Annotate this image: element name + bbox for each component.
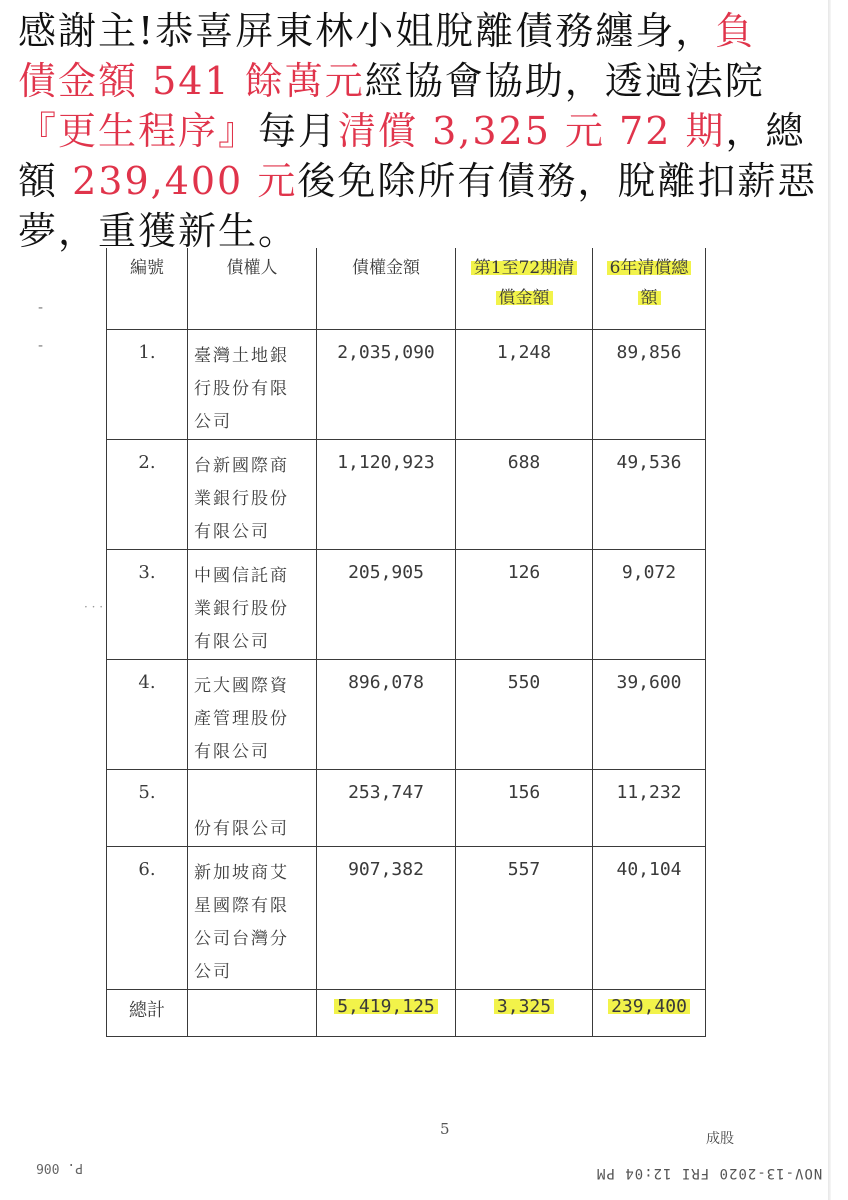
row-no: 4. [107, 660, 188, 770]
total-per-period-value: 3,325 [494, 996, 554, 1017]
table-row [107, 440, 706, 550]
announcement-text: 夢，重獲新生。 [18, 209, 299, 253]
row-no: 2. [107, 440, 188, 550]
creditor-line: 新加坡商艾 [194, 863, 289, 883]
header-amount: 債權金額 [317, 241, 456, 330]
creditor-line: 有限公司 [194, 522, 270, 542]
total-amount-value: 5,419,125 [334, 996, 438, 1017]
row-total: 9,072 [593, 550, 706, 660]
fax-timestamp: NOV-13-2020 FRI 12:04 PM [596, 1165, 823, 1181]
scan-smudge: · · · [84, 600, 104, 614]
creditor-line: 星國際有限 [194, 896, 289, 916]
row-total: 89,856 [593, 330, 706, 440]
creditor-line: 公司 [194, 962, 232, 982]
creditor-line: 有限公司 [194, 632, 270, 652]
row-total: 11,232 [593, 770, 706, 847]
announcement-highlight: 清償 3,325 元 72 期 [338, 109, 726, 153]
table-row [107, 330, 706, 440]
announcement-line [18, 106, 818, 156]
announcement-text: ，總 [725, 109, 806, 153]
creditor-line: 業銀行股份 [194, 599, 289, 619]
creditor-line: 元大國際資 [194, 676, 289, 696]
header-per-period-line1: 第1至72期清 [471, 258, 577, 278]
total-label: 總計 [107, 990, 188, 1037]
table-row [107, 550, 706, 660]
announcement-text: 感謝主!恭喜屏東林小姐脫離債務纏身， [18, 9, 716, 53]
announcement-banner [0, 0, 818, 253]
announcement-text: 經協會協助，透過法院 [364, 59, 765, 103]
announcement-highlight: 債金額 541 餘萬元 [18, 59, 365, 103]
creditor-line: 台新國際商 [194, 456, 289, 476]
total-row [107, 990, 706, 1037]
row-creditor [188, 550, 317, 660]
announcement-highlight: 239,400 元 [72, 159, 298, 203]
fax-page-number: P. 006 [36, 1160, 83, 1175]
row-amount: 1,120,923 [317, 440, 456, 550]
row-no: 3. [107, 550, 188, 660]
row-creditor [188, 847, 317, 990]
total-amount [317, 990, 456, 1037]
row-total: 39,600 [593, 660, 706, 770]
row-amount: 896,078 [317, 660, 456, 770]
announcement-line [18, 56, 818, 106]
announcement-text: 額 [18, 159, 73, 203]
row-creditor [188, 440, 317, 550]
creditor-line: 有限公司 [194, 742, 270, 762]
table-row [107, 770, 706, 847]
row-total: 40,104 [593, 847, 706, 990]
row-amount: 907,382 [317, 847, 456, 990]
announcement-line [18, 156, 818, 206]
scan-edge [828, 0, 831, 1200]
total-empty [188, 990, 317, 1037]
total-total-value: 239,400 [608, 996, 690, 1017]
announcement-text: 後免除所有債務，脫離扣薪惡 [297, 159, 818, 203]
announcement-highlight: 『更生程序』 [18, 109, 259, 153]
announcement-text: 每月 [258, 109, 339, 153]
announcement-line [18, 6, 818, 56]
row-per-period: 688 [456, 440, 593, 550]
row-creditor [188, 660, 317, 770]
row-per-period: 557 [456, 847, 593, 990]
header-per-period-line2: 償金額 [496, 288, 553, 308]
row-per-period: 126 [456, 550, 593, 660]
page-number: 5 [440, 1120, 450, 1138]
creditor-line: 行股份有限 [194, 379, 289, 399]
creditor-line: 中國信託商 [194, 566, 289, 586]
total-total [593, 990, 706, 1037]
announcement-line [18, 206, 818, 256]
scan-mark: - [38, 338, 44, 354]
row-amount: 2,035,090 [317, 330, 456, 440]
row-no: 5. [107, 770, 188, 847]
table-row [107, 847, 706, 990]
creditor-line: 公司台灣分 [194, 929, 289, 949]
creditor-line: 產管理股份 [194, 709, 289, 729]
table-row [107, 660, 706, 770]
creditor-line: 公司 [194, 412, 232, 432]
header-creditor: 債權人 [188, 241, 317, 330]
row-per-period: 550 [456, 660, 593, 770]
header-total-line1: 6年清償總 [607, 258, 692, 278]
row-per-period: 1,248 [456, 330, 593, 440]
row-amount: 253,747 [317, 770, 456, 847]
row-no: 1. [107, 330, 188, 440]
row-amount: 205,905 [317, 550, 456, 660]
header-no: 編號 [107, 241, 188, 330]
row-no: 6. [107, 847, 188, 990]
creditor-line: 業銀行股份 [194, 489, 289, 509]
scan-mark: - [38, 300, 44, 316]
row-total: 49,536 [593, 440, 706, 550]
row-per-period: 156 [456, 770, 593, 847]
announcement-highlight: 負 [715, 9, 756, 53]
row-creditor [188, 770, 317, 847]
total-per-period [456, 990, 593, 1037]
creditor-line: 臺灣土地銀 [194, 346, 289, 366]
row-creditor [188, 330, 317, 440]
header-total-line2: 額 [638, 288, 661, 308]
debt-table [106, 240, 706, 1037]
stamp-text: 成股 [706, 1131, 734, 1147]
creditor-line: 份有限公司 [194, 819, 289, 839]
